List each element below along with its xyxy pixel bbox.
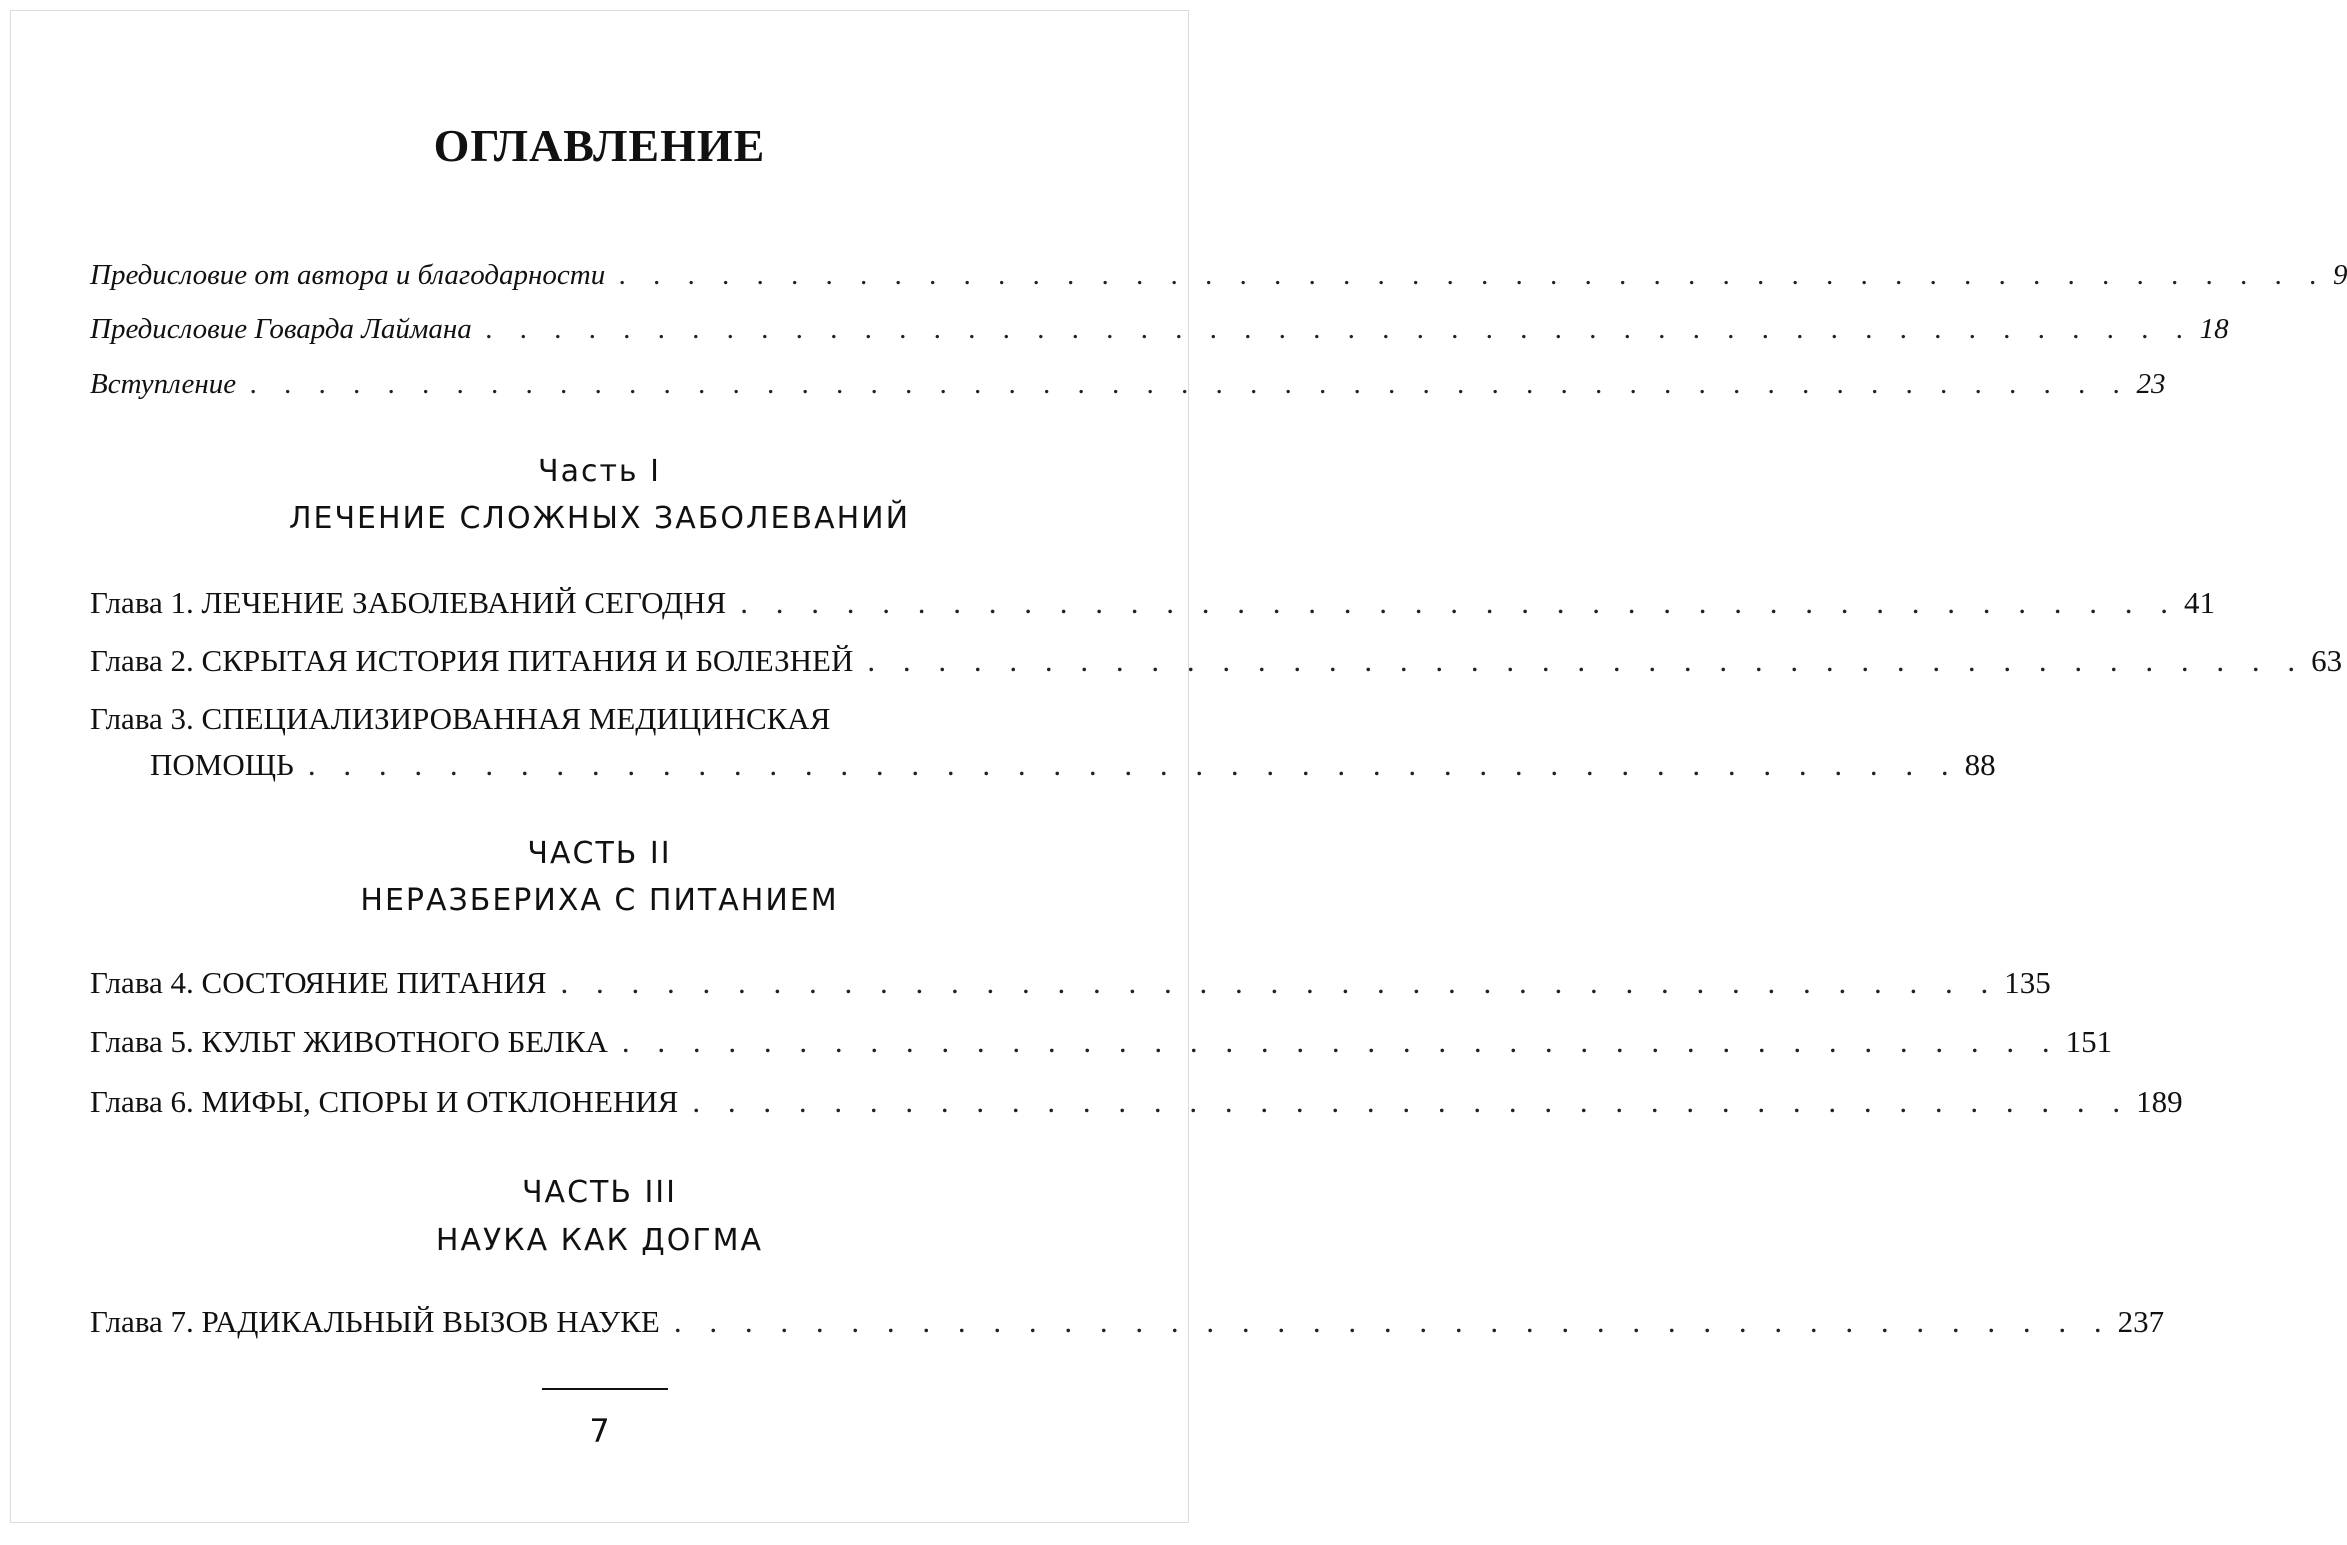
- toc-entry-preface-author[interactable]: [90, 259, 2347, 292]
- toc-entry-preface-lyman[interactable]: [90, 313, 2229, 346]
- part-3-label: ЧАСТЬ III: [521, 1175, 678, 1210]
- toc-entry-chapter-4[interactable]: [90, 965, 2051, 1001]
- part-1-label: Часть I: [538, 454, 661, 489]
- dot-leader: . . . . . . . . . . . . . . . . . . . . . . . . . . . . . . . . . . . . . . . . . . . . . . . . . .: [485, 313, 2194, 345]
- part-1-title: ЛЕЧЕНИЕ СЛОЖНЫХ ЗАБОЛЕВАНИЙ: [288, 501, 911, 536]
- dot-leader: . . . . . . . . . . . . . . . . . . . . . . . . . . . . . . . . . . . . . . . . .: [560, 965, 1999, 1000]
- toc-entry-label: Глава 7. РАДИКАЛЬНЫЙ ВЫЗОВ НАУКЕ: [90, 1304, 660, 1339]
- page-title: ОГЛАВЛЕНИЕ: [433, 120, 766, 171]
- toc-entry-label: Глава 6. МИФЫ, СПОРЫ И ОТКЛОНЕНИЯ: [90, 1084, 679, 1119]
- book-page: [10, 10, 2347, 1523]
- part-3-title: НАУКА КАК ДОГМА: [435, 1223, 764, 1258]
- toc-entry-page: 63: [2311, 643, 2343, 678]
- part-2-title: НЕРАЗБЕРИХА С ПИТАНИЕМ: [360, 883, 839, 918]
- toc-entry-page: 41: [2183, 585, 2215, 620]
- toc-entry-label: Глава 1. ЛЕЧЕНИЕ ЗАБОЛЕВАНИЙ СЕГОДНЯ: [90, 585, 727, 620]
- page-number: 7: [589, 1412, 610, 1450]
- dot-leader: . . . . . . . . . . . . . . . . . . . . . . . . . . . . . . . . . . . . . . . . .: [740, 585, 2178, 620]
- toc-entry-chapter-3[interactable]: [150, 747, 1996, 783]
- toc-entry-chapter-7[interactable]: [90, 1304, 2165, 1340]
- toc-entry-page: 237: [2117, 1304, 2165, 1339]
- toc-entry-label: Глава 4. СОСТОЯНИЕ ПИТАНИЯ: [90, 965, 547, 1000]
- toc-entry-chapter-5[interactable]: [90, 1024, 2113, 1060]
- dot-leader: . . . . . . . . . . . . . . . . . . . . . . . . . . . . . . . . . . . . . . . . .: [621, 1024, 2060, 1059]
- dot-leader: . . . . . . . . . . . . . . . . . . . . . . . . . . . . . . . . . . . . . . . . .: [673, 1304, 2112, 1339]
- toc-entry-page: 88: [1964, 747, 1996, 782]
- toc-entry-page: 151: [2065, 1024, 2113, 1059]
- toc-entry-label: Глава 5. КУЛЬТ ЖИВОТНОГО БЕЛКА: [90, 1024, 608, 1059]
- toc-entry-label: Предисловие от автора и благодарности: [90, 259, 606, 291]
- toc-entry-introduction[interactable]: [90, 368, 2166, 401]
- toc-entry-page: 23: [2136, 368, 2166, 400]
- toc-entry-label: Вступление: [90, 368, 237, 400]
- dot-leader: . . . . . . . . . . . . . . . . . . . . . . . . . . . . . . . . . . . . . . . . . . . . . . .: [307, 747, 1959, 782]
- toc-entry-page: 18: [2199, 313, 2229, 345]
- toc-entry-chapter-6[interactable]: [90, 1084, 2183, 1120]
- toc-entry-chapter-2[interactable]: [90, 643, 2343, 679]
- dot-leader: . . . . . . . . . . . . . . . . . . . . . . . . . . . . . . . . . . . . . . . . . . . . . . . . . .: [619, 259, 2327, 291]
- dot-leader: . . . . . . . . . . . . . . . . . . . . . . . . . . . . . . . . . . . . . . . . .: [867, 643, 2306, 678]
- dot-leader: . . . . . . . . . . . . . . . . . . . . . . . . . . . . . . . . . . . . . . . . . . . . . . . . . . . . . . .: [250, 368, 2131, 400]
- toc-entry-page: 9: [2332, 259, 2347, 291]
- toc-entry-label: Предисловие Говарда Лаймана: [90, 313, 472, 345]
- footer-rule: [542, 1388, 668, 1390]
- toc-entry-label: Глава 2. СКРЫТАЯ ИСТОРИЯ ПИТАНИЯ И БОЛЕЗНЕЙ: [90, 643, 854, 678]
- dot-leader: . . . . . . . . . . . . . . . . . . . . . . . . . . . . . . . . . . . . . . . . .: [692, 1084, 2131, 1119]
- toc-entry-label: ПОМОЩЬ: [150, 747, 294, 782]
- toc-entry-chapter-1[interactable]: [90, 585, 2215, 621]
- toc-entry-chapter-3-line1[interactable]: Глава 3. СПЕЦИАЛИЗИРОВАННАЯ МЕДИЦИНСКАЯ: [90, 701, 831, 736]
- toc-entry-page: 189: [2136, 1084, 2183, 1119]
- part-2-label: ЧАСТЬ II: [527, 836, 672, 871]
- toc-entry-page: 135: [2004, 965, 2051, 1000]
